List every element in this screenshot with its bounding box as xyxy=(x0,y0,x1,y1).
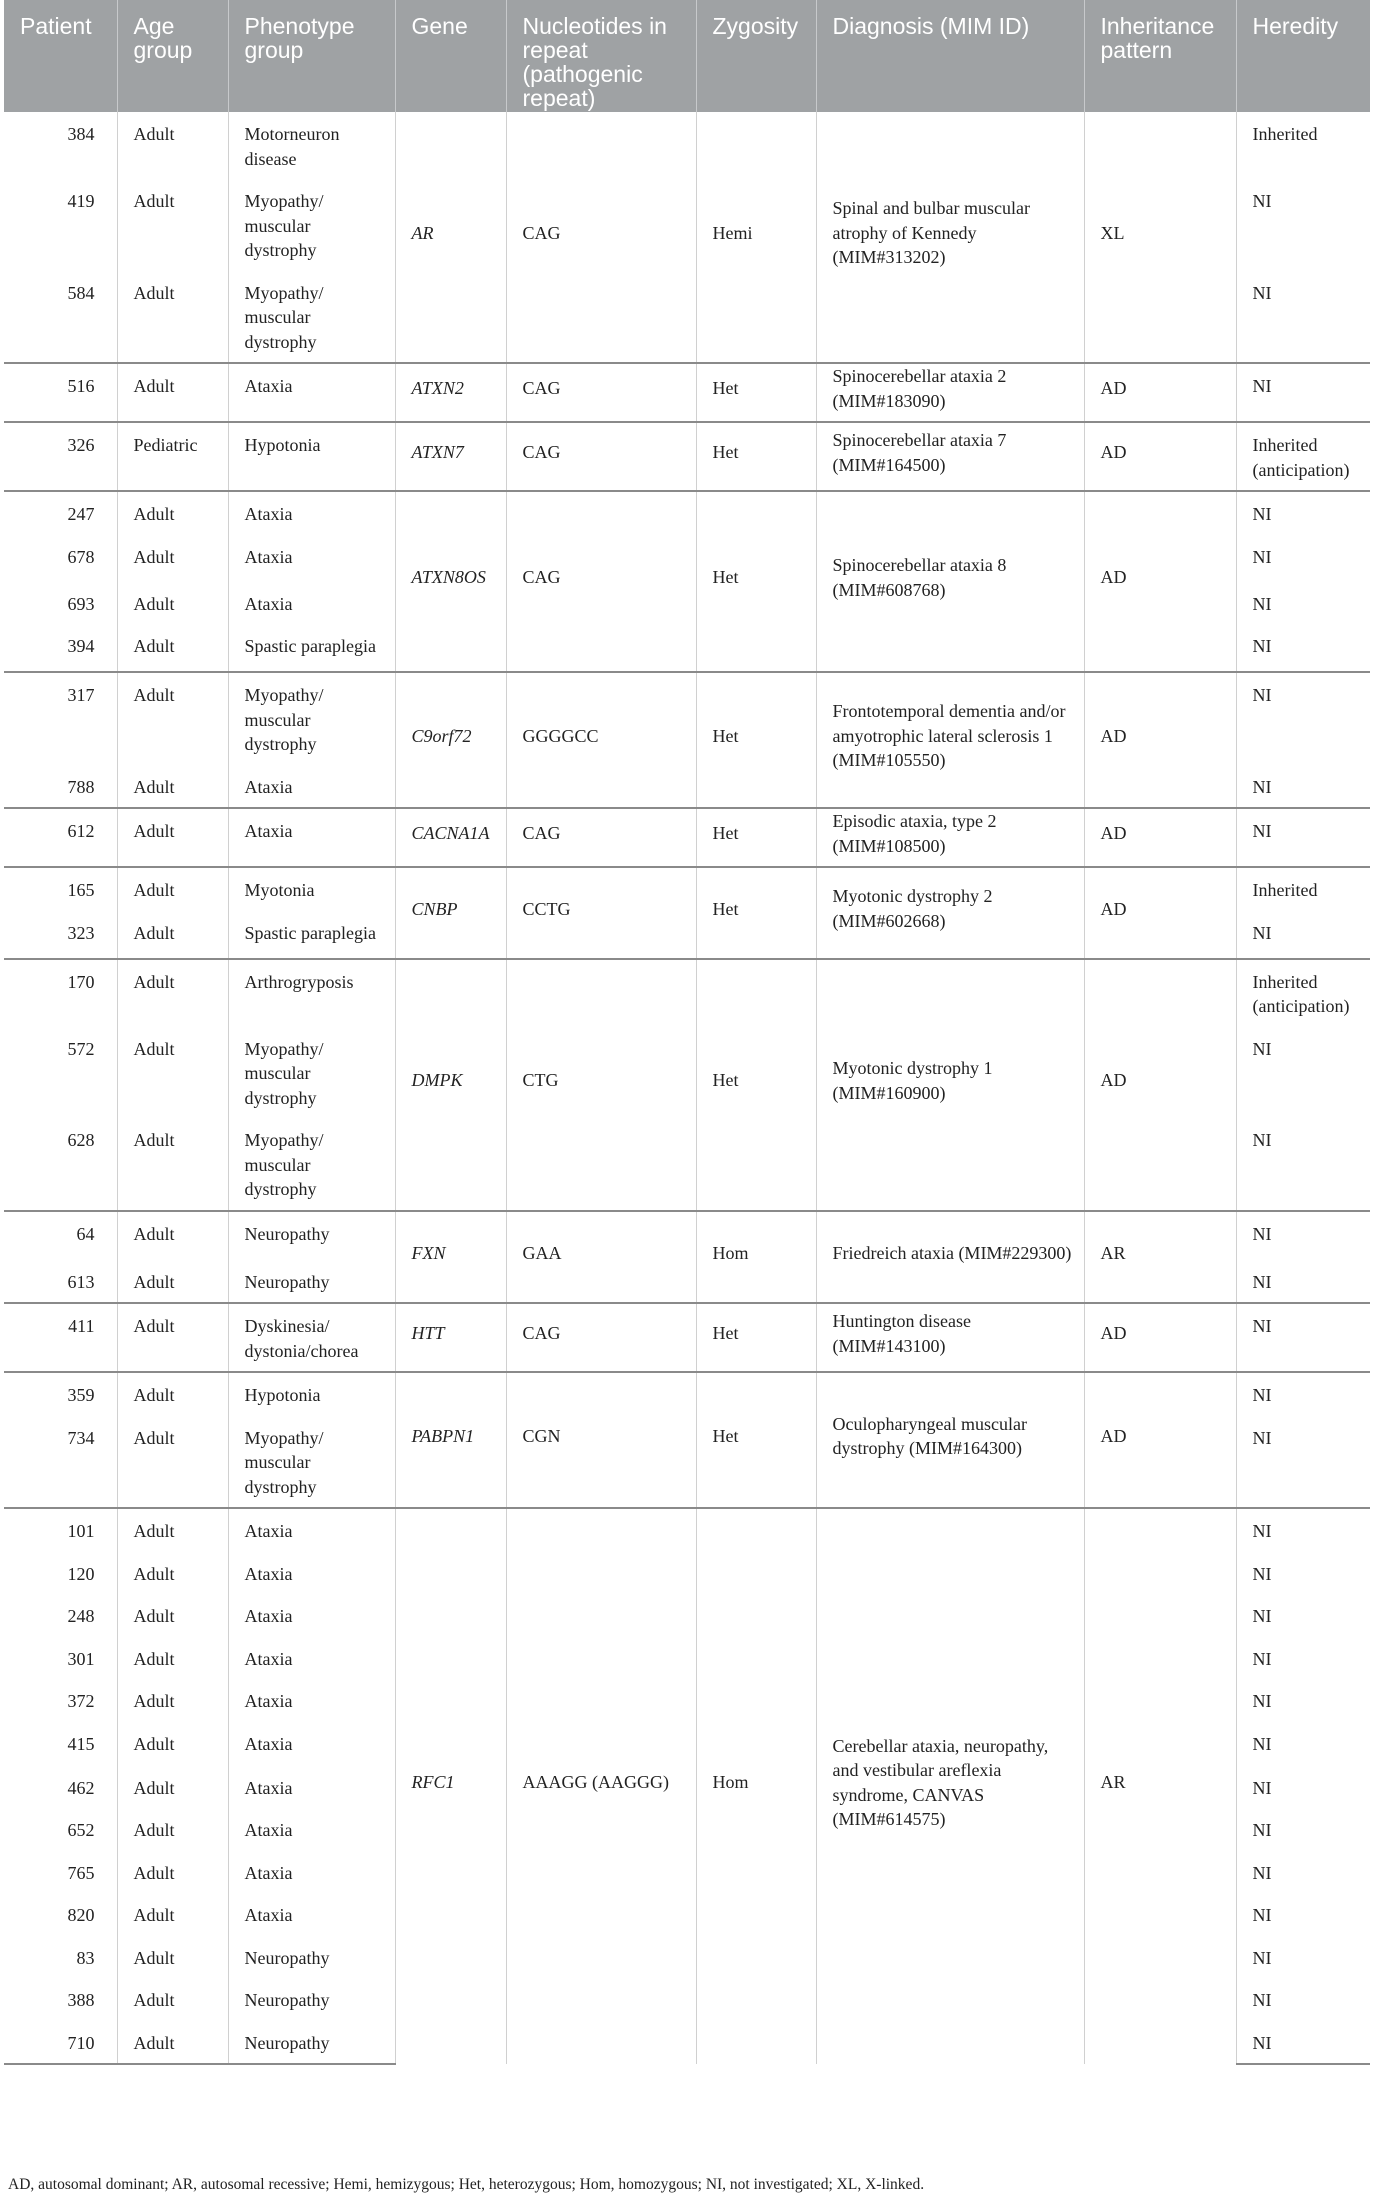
heredity-cell: NI xyxy=(1252,1563,1272,1584)
age-group-cell: Adult xyxy=(117,765,228,809)
diagnosis-cell xyxy=(816,1303,1084,1372)
inheritance-cell-text: AD xyxy=(1100,442,1127,463)
zygosity-cell-text: Hom xyxy=(712,1242,749,1263)
age-group-cell: Adult xyxy=(117,1260,228,1304)
repeat-cell-text: AAAGG (AAGGG) xyxy=(522,1772,669,1793)
gene-cell xyxy=(395,1303,506,1372)
repeat-cell-text: CAG xyxy=(522,442,561,463)
age-group-cell: Adult xyxy=(117,1936,228,1979)
table-row xyxy=(4,112,1370,179)
patient-cell: 710 xyxy=(4,2021,117,2065)
zygosity-cell xyxy=(696,422,816,491)
diagnosis-cell-text: Spinal and bulbar muscular atrophy of Kennedy (MIM#313202) xyxy=(832,198,1030,268)
diagnosis-cell-text: Huntington disease (MIM#143100) xyxy=(832,1311,971,1356)
zygosity-cell-text: Hemi xyxy=(712,222,753,243)
patient-cell: 415 xyxy=(4,1722,117,1766)
phenotype-cell: Spastic paraplegia xyxy=(228,911,395,959)
inheritance-cell xyxy=(1084,808,1236,867)
age-group-cell: Adult xyxy=(117,1416,228,1509)
patient-cell: 572 xyxy=(4,1027,117,1119)
patient-cell: 462 xyxy=(4,1766,117,1809)
header-nucleotides: Nucleotides in repeat (pathogenic repeat) xyxy=(506,0,696,112)
phenotype-cell: Dyskinesia/ dystonia/chorea xyxy=(228,1303,395,1372)
heredity-cell: NI xyxy=(1252,1648,1272,1669)
heredity-cell: NI xyxy=(1252,1820,1272,1840)
repeat-cell xyxy=(506,1211,696,1304)
repeat-cell-text: CAG xyxy=(522,823,561,844)
inheritance-cell-text: AD xyxy=(1100,1425,1127,1446)
inheritance-cell-text: AD xyxy=(1100,378,1127,399)
diagnosis-cell xyxy=(816,1508,1084,2064)
phenotype-cell: Arthrogryposis xyxy=(228,959,395,1027)
patient-cell: 248 xyxy=(4,1594,117,1637)
phenotype-cell: Ataxia xyxy=(228,1808,395,1851)
inheritance-cell-text: AD xyxy=(1100,1323,1127,1344)
phenotype-cell: Ataxia xyxy=(228,535,395,582)
repeat-cell-text: GAA xyxy=(522,1242,562,1263)
header-heredity: Heredity xyxy=(1236,0,1370,112)
zygosity-cell-text: Het xyxy=(712,1425,739,1446)
age-group-cell: Adult xyxy=(117,1594,228,1637)
patient-cell: 516 xyxy=(4,363,117,422)
phenotype-cell: Hypotonia xyxy=(228,1372,395,1416)
table-row xyxy=(4,867,1370,911)
gene-cell-text: ATXN8OS xyxy=(411,567,486,588)
patient-cell: 317 xyxy=(4,672,117,765)
table-row xyxy=(4,1508,1370,1552)
zygosity-cell xyxy=(696,808,816,867)
patient-cell: 419 xyxy=(4,179,117,271)
gene-cell xyxy=(395,959,506,1211)
age-group-cell: Pediatric xyxy=(117,422,228,491)
patient-cell: 678 xyxy=(4,535,117,582)
diagnosis-cell xyxy=(816,672,1084,808)
heredity-cell: NI xyxy=(1252,776,1272,797)
inheritance-cell-text: AR xyxy=(1100,1242,1126,1263)
diagnosis-cell-text: Spinocerebellar ataxia 8 (MIM#608768) xyxy=(832,555,1007,600)
age-group-cell: Adult xyxy=(117,1808,228,1851)
phenotype-cell: Motorneuron disease xyxy=(228,112,395,179)
zygosity-cell-text: Het xyxy=(712,823,739,844)
age-group-cell: Adult xyxy=(117,363,228,422)
phenotype-cell: Ataxia xyxy=(228,1893,395,1936)
heredity-cell: NI xyxy=(1252,1733,1272,1754)
repeat-cell xyxy=(506,1508,696,2064)
phenotype-cell: Spastic paraplegia xyxy=(228,624,395,672)
patient-cell: 693 xyxy=(4,582,117,625)
diagnosis-cell xyxy=(816,1211,1084,1304)
heredity-cell: NI xyxy=(1236,1303,1370,1372)
age-group-cell: Adult xyxy=(117,179,228,271)
inheritance-cell xyxy=(1084,867,1236,959)
zygosity-cell xyxy=(696,867,816,959)
phenotype-cell: Neuropathy xyxy=(228,1978,395,2021)
zygosity-cell xyxy=(696,1303,816,1372)
gene-cell xyxy=(395,1508,506,2064)
heredity-cell: NI xyxy=(1252,1427,1272,1448)
gene-cell-text: RFC1 xyxy=(411,1772,455,1793)
age-group-cell: Adult xyxy=(117,491,228,535)
header-age-group: Age group xyxy=(117,0,228,112)
heredity-cell: NI xyxy=(1236,363,1370,422)
diagnosis-cell xyxy=(816,363,1084,422)
phenotype-cell: Ataxia xyxy=(228,363,395,422)
inheritance-cell-text: AR xyxy=(1100,1772,1126,1793)
repeat-cell-text: CTG xyxy=(522,1070,559,1091)
heredity-cell: NI xyxy=(1236,808,1370,867)
repeat-cell-text: CAG xyxy=(522,1323,561,1344)
age-group-cell: Adult xyxy=(117,535,228,582)
age-group-cell: Adult xyxy=(117,1552,228,1595)
inheritance-cell-text: XL xyxy=(1100,222,1125,243)
inheritance-cell xyxy=(1084,1303,1236,1372)
zygosity-cell xyxy=(696,491,816,672)
age-group-cell: Adult xyxy=(117,1851,228,1894)
patient-cell: 359 xyxy=(4,1372,117,1416)
table-row xyxy=(4,808,1370,867)
patient-cell: 64 xyxy=(4,1211,117,1260)
phenotype-cell: Neuropathy xyxy=(228,1936,395,1979)
inheritance-cell xyxy=(1084,491,1236,672)
patient-cell: 652 xyxy=(4,1808,117,1851)
age-group-cell: Adult xyxy=(117,1722,228,1766)
age-group-cell: Adult xyxy=(117,1978,228,2021)
gene-cell-text: CNBP xyxy=(411,898,458,919)
inheritance-cell-text: AD xyxy=(1100,1070,1127,1091)
phenotype-cell: Myopathy/ muscular dystrophy xyxy=(228,271,395,364)
phenotype-cell: Ataxia xyxy=(228,1594,395,1637)
diagnosis-cell-text: Myotonic dystrophy 2 (MIM#602668) xyxy=(832,886,993,931)
header-zygosity: Zygosity xyxy=(696,0,816,112)
inheritance-cell xyxy=(1084,1372,1236,1508)
inheritance-cell xyxy=(1084,672,1236,808)
patient-cell: 384 xyxy=(4,112,117,179)
age-group-cell: Adult xyxy=(117,2021,228,2065)
header-gene: Gene xyxy=(395,0,506,112)
phenotype-cell: Hypotonia xyxy=(228,422,395,491)
table-row xyxy=(4,491,1370,535)
header-patient: Patient xyxy=(4,0,117,112)
patient-cell: 120 xyxy=(4,1552,117,1595)
heredity-cell: NI xyxy=(1252,922,1272,943)
phenotype-cell: Myopathy/ muscular dystrophy xyxy=(228,1118,395,1211)
diagnosis-cell-text: Friedreich ataxia (MIM#229300) xyxy=(832,1242,1072,1263)
gene-cell xyxy=(395,363,506,422)
diagnosis-cell-text: Oculopharyngeal muscular dystrophy (MIM#164300) xyxy=(832,1413,1027,1458)
zygosity-cell xyxy=(696,959,816,1211)
heredity-cell: Inherited xyxy=(1236,867,1370,911)
inheritance-cell xyxy=(1084,112,1236,363)
heredity-cell: NI xyxy=(1236,2021,1370,2065)
age-group-cell: Adult xyxy=(117,911,228,959)
header-diagnosis: Diagnosis (MIM ID) xyxy=(816,0,1084,112)
heredity-cell: NI xyxy=(1252,636,1272,656)
patient-cell: 326 xyxy=(4,422,117,491)
age-group-cell: Adult xyxy=(117,1372,228,1416)
table-row xyxy=(4,1372,1370,1416)
heredity-cell: NI xyxy=(1252,546,1272,567)
age-group-cell: Adult xyxy=(117,112,228,179)
repeat-cell xyxy=(506,867,696,959)
repeat-cell xyxy=(506,422,696,491)
gene-cell xyxy=(395,112,506,363)
heredity-cell: NI xyxy=(1236,1508,1370,1552)
phenotype-cell: Ataxia xyxy=(228,765,395,809)
inheritance-cell xyxy=(1084,959,1236,1211)
heredity-cell: NI xyxy=(1252,593,1272,614)
table-row xyxy=(4,363,1370,422)
gene-cell-text: ATXN7 xyxy=(411,442,464,463)
zygosity-cell xyxy=(696,363,816,422)
phenotype-cell: Ataxia xyxy=(228,1637,395,1680)
phenotype-cell: Ataxia xyxy=(228,491,395,535)
gene-cell-text: HTT xyxy=(411,1323,445,1344)
inheritance-cell xyxy=(1084,1508,1236,2064)
heredity-cell: NI xyxy=(1252,1038,1272,1059)
phenotype-cell: Myopathy/ muscular dystrophy xyxy=(228,672,395,765)
table-body xyxy=(4,112,1370,2064)
zygosity-cell-text: Het xyxy=(712,1070,739,1091)
age-group-cell: Adult xyxy=(117,271,228,364)
inheritance-cell-text: AD xyxy=(1100,725,1127,746)
zygosity-cell xyxy=(696,672,816,808)
heredity-cell: Inherited (anticipation) xyxy=(1236,422,1370,491)
phenotype-cell: Neuropathy xyxy=(228,2021,395,2065)
age-group-cell: Adult xyxy=(117,1027,228,1119)
repeat-cell xyxy=(506,1372,696,1508)
table-row xyxy=(4,959,1370,1027)
repeat-cell-text: CGN xyxy=(522,1425,561,1446)
age-group-cell: Adult xyxy=(117,672,228,765)
repeat-cell xyxy=(506,808,696,867)
inheritance-cell-text: AD xyxy=(1100,823,1127,844)
zygosity-cell-text: Het xyxy=(712,378,739,399)
patient-cell: 247 xyxy=(4,491,117,535)
gene-cell-text: FXN xyxy=(411,1242,446,1263)
heredity-cell: NI xyxy=(1252,1777,1272,1798)
zygosity-cell-text: Hom xyxy=(712,1772,749,1793)
phenotype-cell: Myopathy/ muscular dystrophy xyxy=(228,179,395,271)
age-group-cell: Adult xyxy=(117,1893,228,1936)
age-group-cell: Adult xyxy=(117,1766,228,1809)
zygosity-cell-text: Het xyxy=(712,442,739,463)
gene-cell xyxy=(395,672,506,808)
diagnosis-cell xyxy=(816,1372,1084,1508)
age-group-cell: Adult xyxy=(117,1508,228,1552)
gene-cell-text: DMPK xyxy=(411,1070,463,1091)
heredity-cell: NI xyxy=(1252,1691,1272,1711)
zygosity-cell xyxy=(696,1211,816,1304)
patient-cell: 83 xyxy=(4,1936,117,1979)
diagnosis-cell-text: Spinocerebellar ataxia 7 (MIM#164500) xyxy=(832,430,1007,475)
heredity-cell: NI xyxy=(1252,1862,1272,1883)
gene-cell-text: AR xyxy=(411,222,434,243)
heredity-cell: NI xyxy=(1236,672,1370,765)
heredity-cell: NI xyxy=(1236,1211,1370,1260)
zygosity-cell xyxy=(696,1372,816,1508)
patient-cell: 613 xyxy=(4,1260,117,1304)
patient-cell: 584 xyxy=(4,271,117,364)
gene-cell-text: PABPN1 xyxy=(411,1425,475,1446)
patient-cell: 170 xyxy=(4,959,117,1027)
heredity-cell: NI xyxy=(1252,1130,1272,1150)
patient-cell: 765 xyxy=(4,1851,117,1894)
table-row xyxy=(4,422,1370,491)
patient-cell: 734 xyxy=(4,1416,117,1509)
repeat-cell xyxy=(506,959,696,1211)
heredity-cell: NI xyxy=(1252,1271,1272,1292)
age-group-cell: Adult xyxy=(117,1303,228,1372)
patient-cell: 165 xyxy=(4,867,117,911)
zygosity-cell-text: Het xyxy=(712,898,739,919)
header-row xyxy=(4,0,1370,112)
gene-cell xyxy=(395,1211,506,1304)
heredity-cell: NI xyxy=(1236,1372,1370,1416)
gene-cell xyxy=(395,808,506,867)
gene-cell xyxy=(395,1372,506,1508)
diagnosis-cell-text: Myotonic dystrophy 1 (MIM#160900) xyxy=(832,1058,993,1103)
gene-cell-text: C9orf72 xyxy=(411,725,472,746)
phenotype-cell: Neuropathy xyxy=(228,1260,395,1304)
diagnosis-cell xyxy=(816,422,1084,491)
phenotype-cell: Ataxia xyxy=(228,1508,395,1552)
inheritance-cell-text: AD xyxy=(1100,898,1127,919)
repeat-cell xyxy=(506,491,696,672)
repeat-cell-text: CAG xyxy=(522,378,561,399)
table-row xyxy=(4,1303,1370,1372)
patient-cell: 628 xyxy=(4,1118,117,1211)
age-group-cell: Adult xyxy=(117,1637,228,1680)
phenotype-cell: Ataxia xyxy=(228,1766,395,1809)
phenotype-cell: Myotonia xyxy=(228,867,395,911)
patient-cell: 612 xyxy=(4,808,117,867)
repeat-cell xyxy=(506,672,696,808)
diagnosis-cell-text: Spinocerebellar ataxia 2 (MIM#183090) xyxy=(832,366,1007,411)
age-group-cell: Adult xyxy=(117,959,228,1027)
phenotype-cell: Myopathy/ muscular dystrophy xyxy=(228,1027,395,1119)
table-row xyxy=(4,1211,1370,1260)
phenotype-cell: Ataxia xyxy=(228,1851,395,1894)
heredity-cell: NI xyxy=(1252,1990,1272,2010)
heredity-cell: NI xyxy=(1236,491,1370,535)
repeat-cell xyxy=(506,112,696,363)
age-group-cell: Adult xyxy=(117,867,228,911)
patient-cell: 372 xyxy=(4,1679,117,1722)
phenotype-cell: Ataxia xyxy=(228,582,395,625)
patient-cell: 411 xyxy=(4,1303,117,1372)
phenotype-cell: Myopathy/ muscular dystrophy xyxy=(228,1416,395,1509)
inheritance-cell xyxy=(1084,1211,1236,1304)
phenotype-cell: Neuropathy xyxy=(228,1211,395,1260)
age-group-cell: Adult xyxy=(117,1118,228,1211)
zygosity-cell-text: Het xyxy=(712,725,739,746)
age-group-cell: Adult xyxy=(117,582,228,625)
patient-cell: 388 xyxy=(4,1978,117,2021)
table-footnote: AD, autosomal dominant; AR, autosomal recessive; Hemi, hemizygous; Het, heterozygous; Hom, homozygous; NI, not investigated; XL, X-linked. xyxy=(8,2176,925,2193)
phenotype-cell: Ataxia xyxy=(228,1552,395,1595)
repeat-cell-text: CCTG xyxy=(522,898,571,919)
age-group-cell: Adult xyxy=(117,1211,228,1260)
diagnosis-cell xyxy=(816,112,1084,363)
diagnosis-cell-text: Episodic ataxia, type 2 (MIM#108500) xyxy=(832,811,997,856)
zygosity-cell xyxy=(696,112,816,363)
table-row xyxy=(4,672,1370,765)
heredity-cell: Inherited (anticipation) xyxy=(1236,959,1370,1027)
gene-cell-text: ATXN2 xyxy=(411,378,464,399)
patient-cell: 323 xyxy=(4,911,117,959)
patient-cell: 101 xyxy=(4,1508,117,1552)
age-group-cell: Adult xyxy=(117,624,228,672)
gene-cell-text: CACNA1A xyxy=(411,823,490,844)
heredity-cell: NI xyxy=(1252,282,1272,303)
repeat-cell-text: CAG xyxy=(522,567,561,588)
inheritance-cell xyxy=(1084,422,1236,491)
heredity-cell: NI xyxy=(1252,191,1272,211)
patient-cell: 788 xyxy=(4,765,117,809)
header-inheritance: Inheritance pattern xyxy=(1084,0,1236,112)
inheritance-cell xyxy=(1084,363,1236,422)
heredity-cell: NI xyxy=(1252,1606,1272,1626)
zygosity-cell-text: Het xyxy=(712,1323,739,1344)
patient-cell: 301 xyxy=(4,1637,117,1680)
phenotype-cell: Ataxia xyxy=(228,1722,395,1766)
gene-cell xyxy=(395,491,506,672)
patient-cell: 394 xyxy=(4,624,117,672)
repeat-expansion-table xyxy=(4,0,1370,2065)
repeat-cell-text: GGGGCC xyxy=(522,725,599,746)
diagnosis-cell xyxy=(816,867,1084,959)
phenotype-cell: Ataxia xyxy=(228,1679,395,1722)
repeat-cell xyxy=(506,363,696,422)
age-group-cell: Adult xyxy=(117,1679,228,1722)
header-phenotype-group: Phenotype group xyxy=(228,0,395,112)
diagnosis-cell xyxy=(816,808,1084,867)
phenotype-cell: Ataxia xyxy=(228,808,395,867)
diagnosis-cell xyxy=(816,491,1084,672)
inheritance-cell-text: AD xyxy=(1100,567,1127,588)
diagnosis-cell-text: Cerebellar ataxia, neuropathy, and vestibular areflexia syndrome, CANVAS (MIM#614575) xyxy=(832,1735,1049,1829)
zygosity-cell xyxy=(696,1508,816,2064)
age-group-cell: Adult xyxy=(117,808,228,867)
heredity-cell: Inherited xyxy=(1252,124,1318,144)
heredity-cell: NI xyxy=(1252,1905,1272,1925)
zygosity-cell-text: Het xyxy=(712,567,739,588)
patient-cell: 820 xyxy=(4,1893,117,1936)
gene-cell xyxy=(395,867,506,959)
repeat-cell-text: CAG xyxy=(522,222,561,243)
diagnosis-cell xyxy=(816,959,1084,1211)
gene-cell xyxy=(395,422,506,491)
repeat-cell xyxy=(506,1303,696,1372)
diagnosis-cell-text: Frontotemporal dementia and/or amyotrophic lateral sclerosis 1 (MIM#105550) xyxy=(832,701,1066,771)
heredity-cell: NI xyxy=(1252,1947,1272,1968)
